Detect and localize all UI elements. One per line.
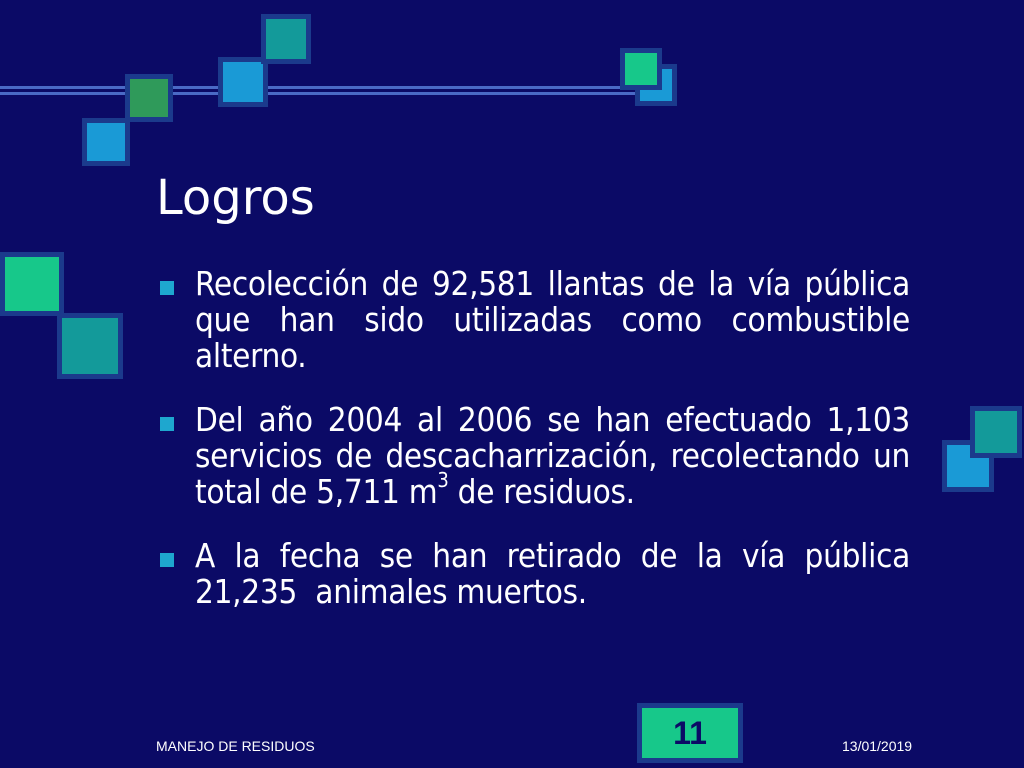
- bullet-item: [158, 536, 929, 611]
- decorative-square: [82, 118, 130, 166]
- decorative-square: [970, 406, 1022, 458]
- bullet-item: [158, 402, 910, 510]
- decorative-square: [620, 48, 662, 90]
- decorative-square: [218, 57, 268, 107]
- bullet-text-part: de residuos.: [448, 472, 635, 511]
- bullet-text: A la fecha se han retirado de la vía pública 21,235 animales muertos.: [195, 536, 929, 611]
- bullet-text: Recolección de 92,581 llantas de la vía pública que han sido utilizadas como combustible alterno.: [195, 264, 910, 375]
- square-bullet-icon: [160, 281, 174, 295]
- decorative-square: [125, 74, 173, 122]
- footer-date: 13/01/2019: [842, 738, 913, 754]
- superscript: 3: [437, 468, 449, 492]
- slide-title: Logros: [156, 170, 315, 226]
- page-number: 11: [637, 703, 743, 763]
- decorative-square: [57, 313, 123, 379]
- bullet-text: [195, 400, 910, 511]
- square-bullet-icon: [160, 553, 174, 567]
- bullet-text-part: Del año 2004 al 2006 se han efectuado 1,103 servicios de descacharrización, recolectando un total de 5,711 m: [195, 400, 910, 511]
- decorative-square: [0, 252, 64, 316]
- decorative-line: [0, 92, 668, 95]
- square-bullet-icon: [160, 417, 174, 431]
- decorative-line: [0, 86, 668, 89]
- decorative-square: [261, 14, 311, 64]
- bullet-list: [158, 264, 929, 638]
- footer-title: MANEJO DE RESIDUOS: [156, 738, 315, 754]
- bullet-item: [158, 266, 910, 374]
